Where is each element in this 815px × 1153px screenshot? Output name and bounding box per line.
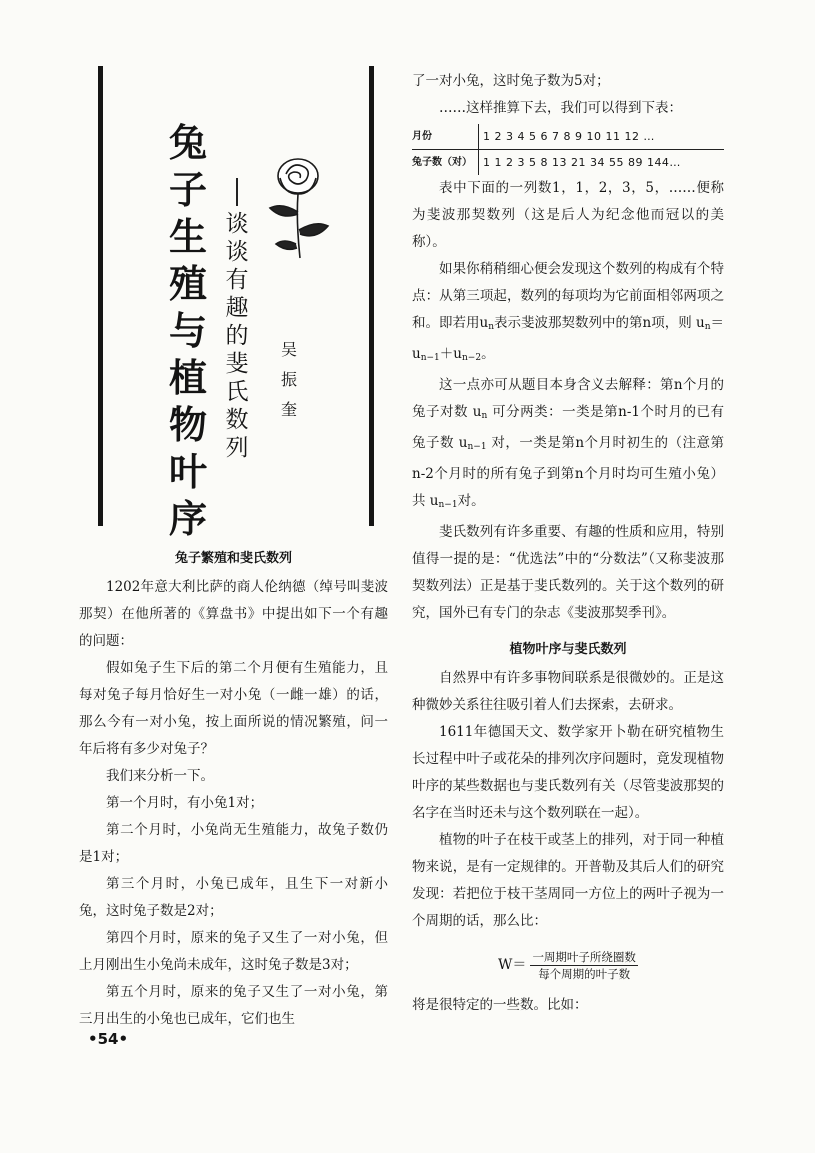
table-row-values: 1 2 3 4 5 6 7 8 9 10 11 12 … [483, 130, 655, 143]
table-row-values: 1 1 2 3 5 8 13 21 34 55 89 144… [483, 156, 681, 169]
subtitle-dash [236, 178, 238, 206]
author-name: 吴振奎 [280, 340, 297, 419]
paragraph: 自然界中有许多事物间联系是很微妙的。正是这种微妙关系往往吸引着人们去探索，去研求。 [412, 670, 724, 713]
paragraph: 第二个月时，小兔尚无生殖能力，故兔子数仍是1对； [79, 822, 388, 865]
table-row-label: 月份 [412, 124, 479, 149]
left-column [79, 544, 388, 1033]
paragraph: 植物的叶子在枝干或茎上的排列，对于同一种植物来说，是有一定规律的。开普勒及其后人们的研究发现：若把位于枝干茎周同一方位上的两叶子视为一个周期的话，那么比： [412, 832, 724, 929]
article-title: 兔子生殖与植物叶序 [168, 121, 207, 541]
table-row [412, 150, 724, 175]
formula-lhs: W＝ [498, 957, 527, 973]
paragraph: 我们来分析一下。 [106, 768, 214, 784]
paragraph: 第一个月时，有小兔1对； [106, 795, 264, 811]
paragraph: 斐氏数列有许多重要、有趣的性质和应用，特别值得一提的是：“优选法”中的“分数法”（又称斐波那契数列法）正是基于斐氏数列的。关于这个数列的研究，国外已有专门的杂志《斐波那契季刊》。 [412, 524, 724, 621]
page-number: •54• [88, 1030, 129, 1048]
section-heading-plants: 植物叶序与斐氏数列 [509, 642, 627, 657]
formula-numerator: 一周期叶子所绕圈数 [532, 950, 636, 964]
paragraph: 将是很特定的一些数。比如： [412, 997, 588, 1013]
paragraph: ……这样推算下去，我们可以得到下表： [439, 100, 682, 116]
paragraph: 假如兔子生下后的第二个月便有生殖能力，且每对兔子每月恰好生一对小兔（一雌一雄）的话，那么今有一对小兔，按上面所说的情况繁殖，问一年后将有多少对兔子？ [79, 660, 388, 757]
section-heading-rabbits: 兔子繁殖和斐氏数列 [174, 551, 292, 566]
paragraph: 如果你稍稍细心便会发现这个数列的构成有个特点：从第三项起，数列的每项均为它前面相邻两项之和。即若用$u_n$表示斐波那契数列中的第n项，则 $u_n=u_{n-1}+u_{n-2}$。 [412, 261, 725, 363]
formula-denominator: 每个周期的叶子数 [538, 967, 631, 981]
article-subtitle: 谈谈有趣的斐氏数列 [225, 211, 249, 461]
formula [412, 949, 724, 982]
right-column [412, 68, 724, 1019]
paragraph: 了一对小兔，这时兔子数为5对； [412, 73, 610, 89]
paragraph: 表中下面的一列数1，1，2，3，5，……便称为斐波那契数列（这是后人为纪念他而冠以的美称）。 [412, 180, 724, 250]
paragraph: 第五个月时，原来的兔子又生了一对小兔，第三月出生的小兔也已成年，它们也生 [79, 984, 388, 1027]
paragraph: 这一点亦可从题目本身含义去解释：第n个月的兔子对数 $u_n$ 可分两类：一类是第n-1个时月的已有兔子数 $u_{n-1}$ 对，一类是第n个月时初生的（注意第n-2个月时的所有兔子到第n个月时均可生殖小兔）共 $u_{n-1}$对。 [412, 377, 724, 510]
paragraph: 1611年德国天文、数学家开卜勒在研究植物生长过程中叶子或花朵的排列次序问题时，竟发现植物叶序的某些数据也与斐氏数列有关（尽管斐波那契的名字在当时还未与这个数列联在一起）。 [412, 724, 724, 821]
paragraph: 1202年意大利比萨的商人伦纳德（绰号叫斐波那契）在他所著的《算盘书》中提出如下一个有趣的问题： [79, 579, 388, 649]
table-row [412, 124, 724, 150]
paragraph: 第四个月时，原来的兔子又生了一对小兔，但上月刚出生小兔尚未成年，这时兔子数是3对； [79, 930, 388, 973]
rose-illustration-icon [262, 150, 334, 260]
formula-fraction [530, 949, 638, 982]
fibonacci-table [412, 124, 724, 175]
table-row-label: 兔子数（对） [412, 150, 479, 175]
paragraph: 第三个月时，小兔已成年，且生下一对新小兔，这时兔子数是2对； [79, 876, 388, 919]
